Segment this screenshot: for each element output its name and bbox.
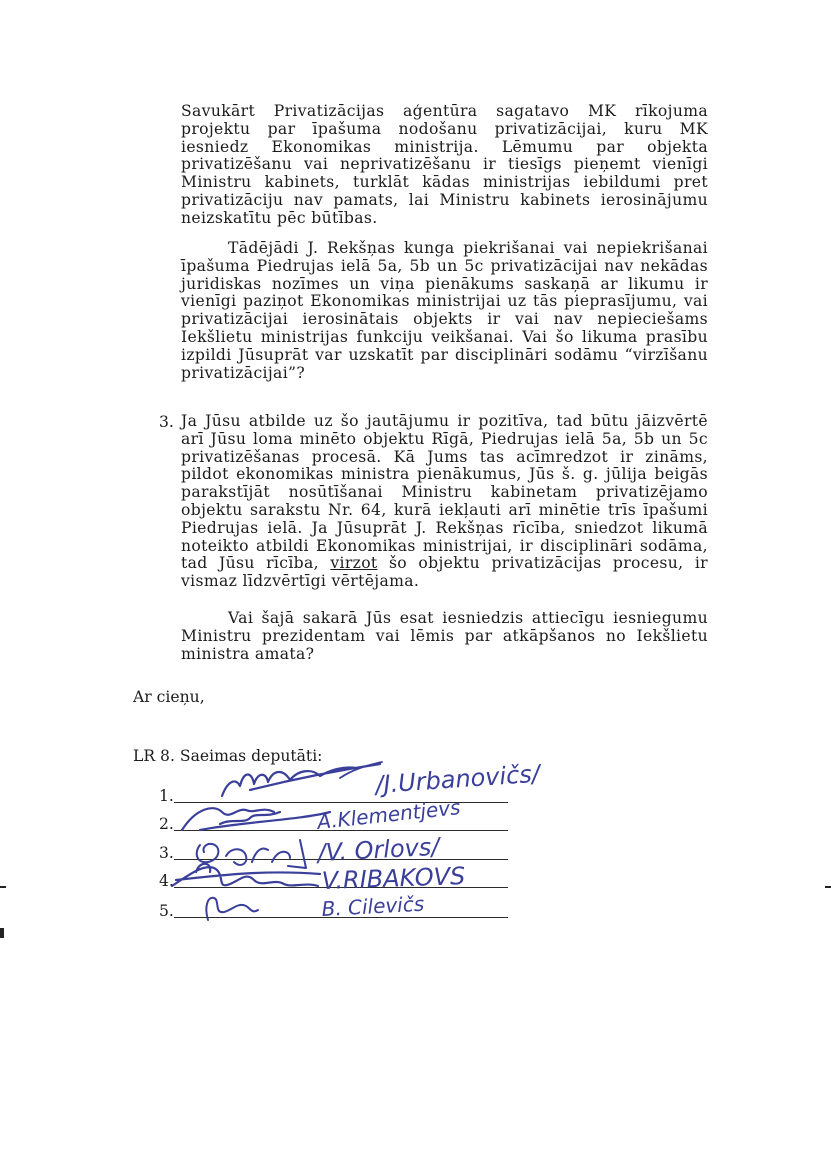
handwritten-name-4: V.RIBAKOVS [321, 862, 466, 895]
scan-edge-mark [0, 886, 6, 888]
signature-scrawl-3 [197, 840, 306, 868]
handwritten-name-1: /J.Urbanovičs/ [374, 759, 541, 799]
signature-number-2: 2. [159, 815, 174, 833]
signature-scrawl-2 [182, 808, 330, 830]
paragraph-resignation-question: Vai šajā sakarā Jūs esat iesniedzis attiecīgu iesniegumu Ministru prezidentam vai lēmis par atkāpšanos no Iekšlietu ministra amata? [181, 609, 708, 663]
signers-heading: LR 8. Saeimas deputāti: [133, 747, 323, 765]
signature-number-4: 4. [159, 872, 174, 890]
closing-salutation: Ar cieņu, [133, 688, 205, 706]
handwritten-name-2: A.Klementjevs [316, 795, 462, 834]
list-item-number: 3. [159, 413, 174, 431]
paragraph-reksna-consent: Tādējādi J. Rekšņas kunga piekrišanai vai nepiekrišanai īpašuma Piedrujas ielā 5a, 5b un 5c privatizācijai nav nekādas juridiskas nozīmes un viņa pienākums saskaņā ar likumu ir vienīgi paziņot Ekonomikas ministrijai uz tās pieprasījumu, vai privatizācijai ierosinātais objekts ir vai nav nepieciešams Iekšlietu ministrijas funkciju veikšanai. Vai šo likuma prasību izpildi Jūsuprāt var uzskatīt par disciplināri sodāmu “virzīšanu privatizācijai”? [181, 239, 708, 382]
scan-edge-mark [0, 928, 4, 938]
handwritten-name-5: B. Cilevičs [321, 891, 425, 921]
signature-number-5: 5. [159, 902, 174, 920]
paragraph-item-3-text-b: šo objektu privatizācijas procesu, ir vismaz līdzvērtīgi vērtējama. [181, 554, 708, 591]
signature-scrawl-5 [206, 898, 258, 920]
paragraph-privatization-agency: Savukārt Privatizācijas aģentūra sagatavo MK rīkojuma projektu par īpašuma nodošanu privatizācijai, kuru MK iesniedz Ekonomikas ministrija. Lēmumu par objekta privatizēšanu vai neprivatizēšanu ir tiesīgs pieņemt vienīgi Ministru kabinets, turklāt kādas ministrijas iebildumi pret privatizāciju nav pamats, lai Ministru kabinets ierosinājumu neizskatītu pēc būtības. [181, 102, 708, 227]
signature-number-3: 3. [159, 844, 174, 862]
paragraph-item-3-text-a: Ja Jūsu atbilde uz šo jautājumu ir pozitīva, tad būtu jāizvērtē arī Jūsu loma minēto objektu Rīgā, Piedrujas ielā 5a, 5b un 5c privatizēšanas procesā. Kā Jums tas acīmredzot ir zināms, pildot ekonomikas ministra pienākumus, Jūs š. g. jūlija beigās parakstījāt nosūtīšanai Ministru kabinetam privatizējamo objektu sarakstu Nr. 64, kurā iekļauti arī minētie trīs īpašumi Piedrujas ielā. Ja Jūsuprāt J. Rekšņas rīcība, sniedzot likumā noteikto atbildi Ekonomikas ministrijai, ir disciplināri sodāma, tad Jūsu rīcība, [181, 412, 708, 573]
scan-edge-mark [825, 886, 831, 888]
signature-number-1: 1. [159, 787, 174, 805]
underlined-word: virzot [330, 554, 378, 573]
handwritten-name-3: /V. Orlovs/ [316, 832, 441, 867]
